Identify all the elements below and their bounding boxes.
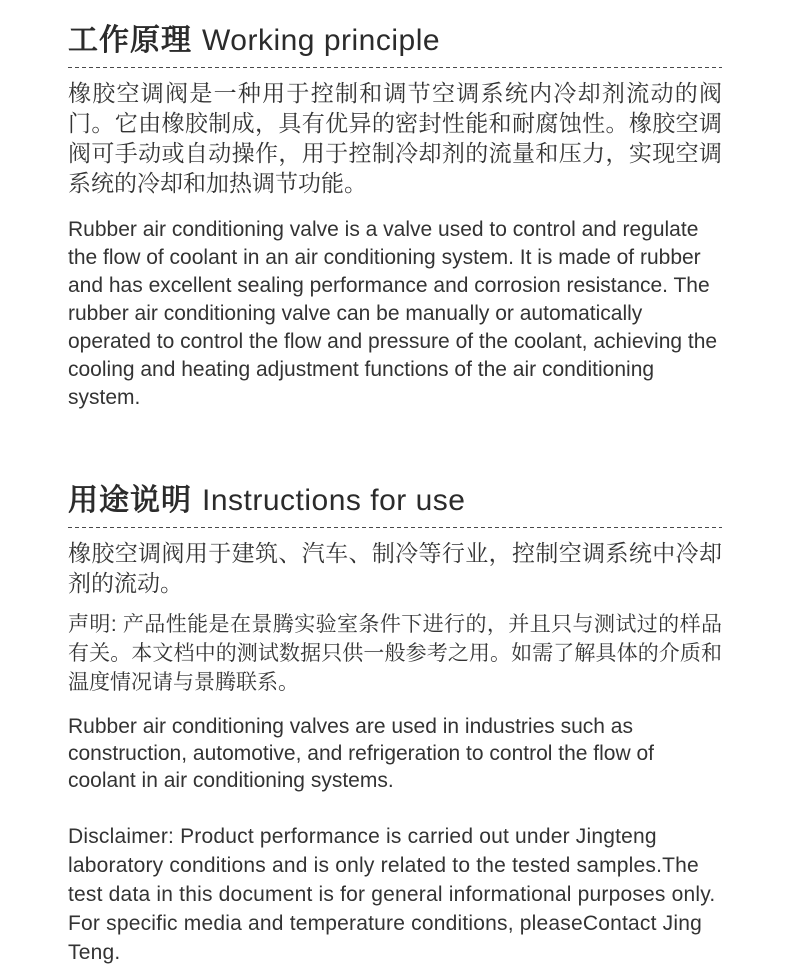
instructions-paragraph-chinese: 橡胶空调阀用于建筑、汽车、制冷等行业，控制空调系统中冷却剂的流动。 xyxy=(68,540,722,596)
dashed-divider xyxy=(68,67,722,69)
heading-chinese-text: 工作原理 xyxy=(68,24,192,57)
disclaimer-paragraph-chinese: 声明: 产品性能是在景腾实验室条件下进行的，并且只与测试过的样品有关。本文档中的测试数据只供一般参考之用。如需了解具体的介质和温度情况请与景腾联系。 xyxy=(68,613,722,694)
instructions-heading xyxy=(68,484,722,527)
heading-english-text: Working principle xyxy=(202,24,441,57)
instructions-paragraph-english: Rubber air conditioning valves are used in industries such as construction, automotive, and refrigeration to control the flow of coolant in air conditioning systems. xyxy=(68,715,654,792)
heading-chinese-text: 用途说明 xyxy=(68,484,192,517)
section-instructions-for-use xyxy=(68,484,722,967)
working-principle-paragraph-chinese: 橡胶空调阀是一种用于控制和调节空调系统内冷却剂流动的阀门。它由橡胶制成，具有优异的密封性能和耐腐蚀性。橡胶空调阀可手动或自动操作，用于控制冷却剂的流量和压力，实现空调系统的冷却和加热调节功能。 xyxy=(68,80,722,196)
section-working-principle xyxy=(68,24,722,412)
dashed-divider xyxy=(68,527,722,529)
heading-english-text: Instructions for use xyxy=(202,484,466,517)
working-principle-heading xyxy=(68,24,722,67)
disclaimer-paragraph-english: Disclaimer: Product performance is carried out under Jingteng laboratory conditions and is only related to the tested samples.The test data in this document is for general informational purposes only. For specific media and temperature conditions, pleaseContact Jing Teng. xyxy=(68,825,716,964)
working-principle-paragraph-english: Rubber air conditioning valve is a valve used to control and regulate the flow of coolant in an air conditioning system. It is made of rubber and has excellent sealing performance and corrosion resistance. The rubber air conditioning valve can be manually or automatically operated to control the flow and pressure of the coolant, achieving the cooling and heating adjustment functions of the air conditioning system. xyxy=(68,218,718,409)
